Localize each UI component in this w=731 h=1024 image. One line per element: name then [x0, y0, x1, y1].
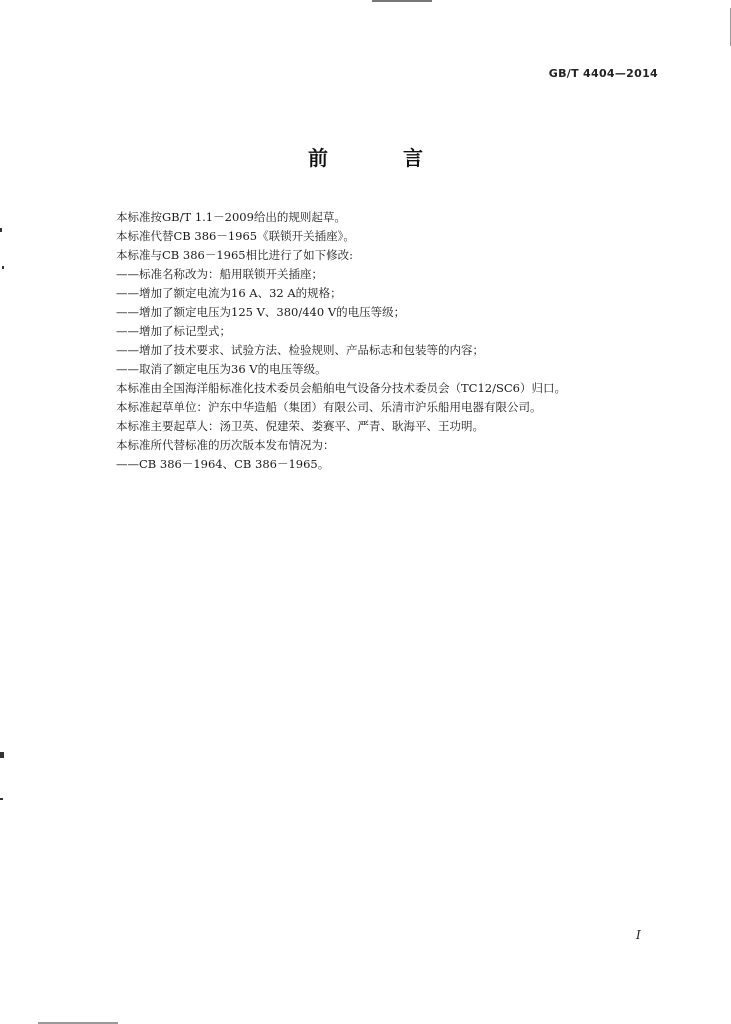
page-number: I — [636, 928, 641, 942]
foreword-body — [116, 208, 676, 474]
foreword-line: 本标准代替CB 386－1965《联锁开关插座》。 — [116, 229, 355, 243]
foreword-line: 本标准主要起草人：汤卫英、倪建荣、娄赛平、严青、耿海平、王功明。 — [116, 419, 484, 433]
foreword-line: 本标准所代替标准的历次版本发布情况为： — [116, 438, 335, 452]
foreword-line: ——增加了标记型式； — [116, 324, 231, 338]
foreword-line: ——取消了额定电压为36 V的电压等级。 — [116, 362, 327, 376]
scan-artifact — [0, 752, 4, 758]
foreword-line: 本标准起草单位：沪东中华造船（集团）有限公司、乐清市沪乐船用电器有限公司。 — [116, 400, 542, 414]
scan-artifact — [2, 266, 4, 269]
foreword-line: 本标准按GB/T 1.1－2009给出的规则起草。 — [116, 210, 346, 224]
foreword-line: ——标准名称改为：船用联锁开关插座； — [116, 267, 323, 281]
foreword-line: ——增加了额定电压为125 V、380/440 V的电压等级； — [116, 305, 406, 319]
scan-artifact — [372, 0, 432, 2]
foreword-line: ——CB 386－1964、CB 386－1965。 — [116, 457, 330, 471]
foreword-line: 本标准与CB 386－1965相比进行了如下修改: — [116, 248, 353, 262]
foreword-line: 本标准由全国海洋船标准化技术委员会船舶电气设备分技术委员会（TC12/SC6）归口。 — [116, 381, 566, 395]
standard-number: GB/T 4404—2014 — [548, 67, 658, 80]
foreword-line: ——增加了技术要求、试验方法、检验规则、产品标志和包装等的内容； — [116, 343, 484, 357]
foreword-line: ——增加了额定电流为16 A、32 A的规格； — [116, 286, 342, 300]
page-title: 前 言 — [308, 146, 457, 170]
scan-artifact — [0, 798, 3, 800]
scan-artifact — [0, 228, 2, 232]
